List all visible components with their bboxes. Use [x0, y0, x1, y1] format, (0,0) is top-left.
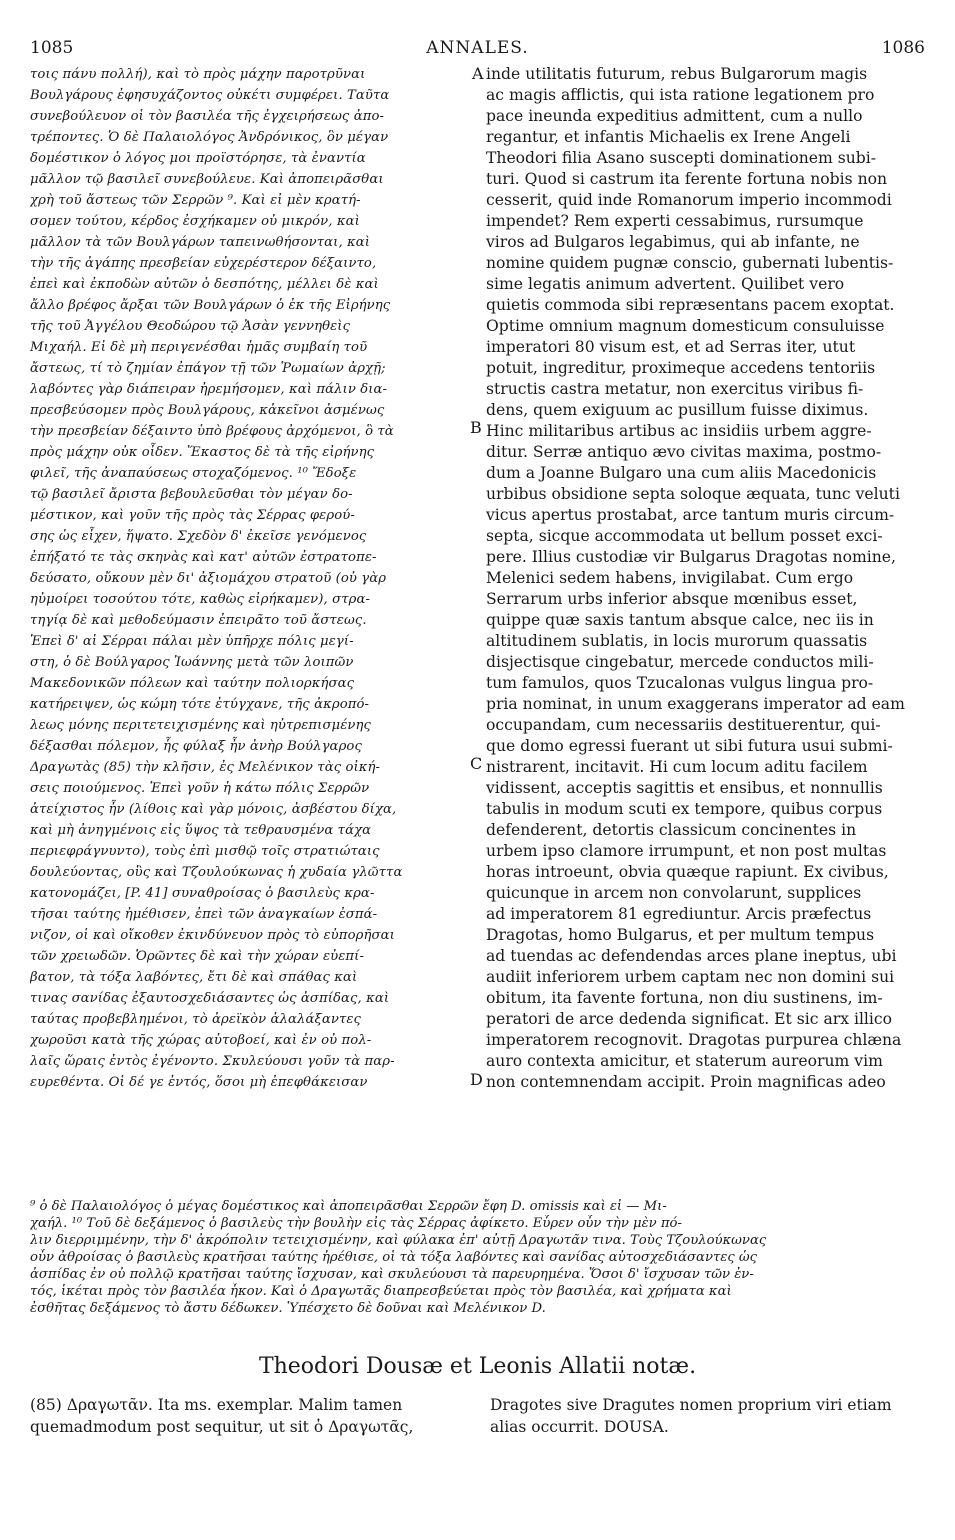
greek-text-line: τὴν τῆς ἀγάπης πρεσβείαν εὐχερέστερον δέξαιντο,: [30, 256, 377, 271]
latin-text-line: regantur, et infantis Michaelis ex Irene Angeli: [486, 128, 851, 146]
greek-text-line: λεως μόνης περιτετειχισμένης καὶ ηὐτρεπισμένης: [30, 718, 372, 733]
greek-text-line: χρὴ τοῦ ἄστεως τῶν Σερρῶν ⁹. Καὶ εἰ μὲν κρατή-: [30, 193, 361, 208]
notes-title: Theodori Dousæ et Leonis Allatii notæ.: [258, 1354, 697, 1379]
greek-text-line: τὴν πρεσβείαν δέξαιντο ὑπὸ βρέφους ἀρχόμενοι, ὃ τὰ: [30, 424, 394, 439]
greek-text-line: βατον, τὰ τόξα λαβόντες, ἔτι δὲ καὶ σπάθας καὶ: [30, 970, 358, 985]
latin-text-line: ad imperatorem 81 egrediuntur. Arcis præfectus: [486, 905, 872, 923]
latin-text-line: imperatori 80 visum est, et ad Serras iter, utut: [486, 338, 856, 356]
latin-text-line: dum a Joanne Bulgaro una cum aliis Macedonicis: [486, 464, 877, 482]
greek-text-line: στη, ὁ δὲ Βούλγαρος Ἰωάννης μετὰ τῶν λοιπῶν: [30, 655, 354, 670]
latin-text-line: urbem ipso clamore irrumpunt, et non post multas: [486, 842, 887, 860]
greek-text-line: δεύσατο, οὔκουν μὲν δι' ἀξιομάχου στρατοῦ (οὐ γὰρ: [30, 571, 387, 586]
latin-text-line: cesserit, quid inde Romanorum imperio incommodi: [486, 191, 892, 209]
latin-text-line: potuit, ingreditur, proximeque accedens tentoriis: [486, 359, 876, 377]
latin-text-line: dens, quem exiguum ac pusillum fuisse diximus.: [486, 401, 869, 419]
latin-text-line: impendet? Rem experti cessabimus, rursumque: [486, 212, 864, 230]
latin-text-line: quippe quæ saxis tantum absque calce, nec iis in: [486, 611, 874, 629]
greek-text-line: μέστικον, καὶ γοῦν τῆς πρὸς τὰς Σέρρας φερού-: [30, 508, 355, 523]
footnote-line: χαήλ. ¹⁰ Τοῦ δὲ δεξάμενος ὁ βασιλεὺς τὴν βουλὴν εἰς τὰς Σέρρας ἀφίκετο. Εὗρεν οὖν τὴν μὲν πό-: [30, 1216, 682, 1231]
latin-text-line: turi. Quod si castrum ita ferente fortuna nobis non: [486, 170, 888, 188]
latin-text-line: tabulis in modum scuti ex tempore, quibus corpus: [486, 800, 883, 818]
greek-text-line: Μακεδονικῶν πόλεων καὶ ταύτην πολιορκήσας: [30, 676, 355, 691]
latin-text-line: horas introeunt, obvia quæque rapiunt. Ex civibus,: [486, 863, 889, 881]
latin-text-line: quicunque in arcem non convolarunt, supplices: [486, 884, 862, 902]
margin-letter-a: A: [472, 64, 484, 83]
greek-text-line: σομεν τούτου, κέρδος ἐσχήκαμεν οὐ μικρόν, καὶ: [30, 214, 360, 229]
greek-text-column: [30, 64, 468, 1093]
greek-text-line: πρεσβεύσομεν πρὸς Βουλγάρους, κἀκεῖνοι ἀσμένως: [30, 403, 385, 418]
latin-text-line: disjectisque cingebatur, mercede conductos mili-: [486, 653, 874, 671]
greek-text-line: ἄλλο βρέφος ἄρξαι τῶν Βουλγάρων ὁ ἐκ τῆς Εἰρήνης: [30, 298, 391, 313]
note-line: Dragotes sive Dragutes nomen proprium viri etiam: [490, 1396, 892, 1414]
margin-letter-c: C: [470, 754, 483, 773]
latin-text-line: pria nominat, in unum exaggerans imperator ad eam: [486, 695, 905, 713]
notes-right-column: [490, 1394, 930, 1438]
latin-text-line: Theodori filia Asano suscepti dominationem subi-: [486, 149, 877, 167]
greek-text-line: Ἐπεὶ δ' αἱ Σέρραι πάλαι μὲν ὑπῆρχε πόλις μεγί-: [30, 634, 354, 649]
footnotes: [30, 1198, 925, 1317]
footnote-line: λιν διερριμμένην, τὴν δ' ἀκρόπολιν τετειχισμένην, καὶ φύλακα ἐπ' αὐτῇ Δραγωτᾶν τινα. Τοὺς Τζουλούκωνας: [30, 1233, 767, 1248]
latin-text-line: imperatorem recognovit. Dragotas purpurea chlæna: [486, 1031, 902, 1049]
notes-left-column: [30, 1394, 470, 1438]
footnote-line: ἐσθῆτας δεξάμενος τὸ ἄστυ δέδωκεν. Ὑπέσχετο δὲ δοῦναι καὶ Μελένικον D.: [30, 1301, 546, 1316]
latin-text-line: structis castra metatur, non exercitus viribus fi-: [486, 380, 864, 398]
greek-text-line: καὶ μὴ ἀνηγμένοις εἰς ὕψος τὰ τεθραυσμένα τάχα: [30, 823, 372, 838]
page-header: [30, 38, 925, 62]
greek-text-line: κατήρειψεν, ὡς κώμη τότε ἐτύγχανε, τῆς ἀκροπό-: [30, 697, 370, 712]
greek-text-line: Βουλγάρους ἐφησυχάζοντος οὐκέτι συμφέρει. Ταῦτα: [30, 88, 390, 103]
latin-text-line: ac magis afflictis, qui ista ratione legationem pro: [486, 86, 875, 104]
latin-text-line: tum famulos, quos Tzucalonas vulgus lingua pro-: [486, 674, 874, 692]
footnote-line: ⁹ ὁ δὲ Παλαιολόγος ὁ μέγας δομέστικος καὶ ἀποπειρᾶσθαι Σερρῶν ἔφη D. omissis καὶ εἰ — Μι-: [30, 1199, 667, 1214]
greek-text-line: τῶν χρειωδῶν. Ὁρῶντες δὲ καὶ τὴν χώραν εὐεπί-: [30, 949, 365, 964]
latin-text-line: Optime omnium magnum domesticum consuluisse: [486, 317, 885, 335]
greek-text-line: λαῖς ὥραις ἐντὸς ἐγένοντο. Σκυλεύουσι γοῦν τὰ παρ-: [30, 1054, 395, 1069]
latin-text-line: Melenici sedem habens, invigilabat. Cum ergo: [486, 569, 854, 587]
running-title: ANNALES.: [426, 38, 529, 58]
greek-text-line: δέξασθαι πόλεμον, ἧς φύλαξ ἦν ἀνὴρ Βούλγαρος: [30, 739, 362, 754]
latin-text-line: non contemnendam accipit. Proin magnificas adeo: [486, 1073, 886, 1091]
latin-text-line: sime legatis animum advertent. Quilibet vero: [486, 275, 845, 293]
greek-text-line: πρὸς μάχην οὐκ οἶδεν. Ἕκαστος δὲ τὰ τῆς εἰρήνης: [30, 445, 375, 460]
greek-text-line: φιλεῖ, τῆς ἀναπαύσεως στοχαζόμενος. ¹⁰ Ἔδοξε: [30, 466, 357, 481]
greek-text-line: τοις πάνυ πολλή), καὶ τὸ πρὸς μάχην παροτρῦναι: [30, 67, 366, 82]
greek-text-line: Δραγωτὰς (85) τὴν κλῆσιν, ἐς Μελένικον τὰς οἰκή-: [30, 760, 381, 775]
greek-text-line: ταύτας προβεβλημένοι, τὸ ἀρεϊκὸν ἀλαλάξαντες: [30, 1012, 362, 1027]
greek-text-line: Μιχαήλ. Εἰ δὲ μὴ περιγενέσθαι ἡμᾶς συμβαίη τοῦ: [30, 340, 368, 355]
greek-text-line: περιεφράγνυντο), τοὺς ἐπὶ μισθῷ τοῖς στρατιώταις: [30, 844, 380, 859]
greek-text-line: ἀτείχιστος ἦν (λίθοις καὶ γὰρ μόνοις, ἀσβέστου δίχα,: [30, 802, 397, 817]
greek-text-line: δομέστικον ὁ λόγος μοι προϊστόρησε, τὰ ἐναντία: [30, 151, 366, 166]
footnote-line: οὖν ἀθροίσας ὁ βασιλεὺς κρατῆσαι ταύτης ἠρέθισε, οἱ τὰ τόξα λαβόντες καὶ σανίδας αὐτοσχεδιάσαντες ὡς: [30, 1250, 758, 1265]
footnote-line: τός, ἱκέται πρὸς τὸν βασιλέα ἧκον. Καὶ ὁ Δραγωτᾶς διαπρεσβεύεται πρὸς τὸν βασιλέα, καὶ χρήματα καὶ: [30, 1284, 732, 1299]
greek-text-line: ἐπεὶ καὶ ἐκποδὼν αὐτῶν ὁ δεσπότης, μέλλει δὲ καὶ: [30, 277, 379, 292]
latin-text-line: vicus apertus prostabat, arce tantum muris circum-: [486, 506, 895, 524]
note-line: quemadmodum post sequitur, ut sit ὁ Δραγωτᾶς,: [30, 1418, 414, 1436]
note-line: alias occurrit. DOUSA.: [490, 1418, 669, 1436]
greek-text-line: τινας σανίδας ἐξαυτοσχεδιάσαντες ὡς ἀσπίδας, καὶ: [30, 991, 390, 1006]
latin-text-line: quietis commoda sibi repræsentans pacem exoptat.: [486, 296, 895, 314]
latin-text-line: viros ad Bulgaros legabimus, qui ab infante, ne: [486, 233, 860, 251]
margin-letter-d: D: [470, 1070, 483, 1089]
latin-text-line: pere. Illius custodiæ vir Bulgarus Dragotas nomine,: [486, 548, 896, 566]
latin-text-line: septa, sicque accommodata ut bellum posset exci-: [486, 527, 883, 545]
footnote-line: ἀσπίδας ἐν οὐ πολλῷ κρατῆσαι ταύτης ἴσχυσαν, καὶ σκυλεύουσι τὰ παρευρημένα. Ὅσοι δ' ἴσχυσαν τῶν ἐν-: [30, 1267, 754, 1282]
greek-text-line: ἐπήξατό τε τὰς σκηνὰς καὶ κατ' αὐτῶν ἐστρατοπε-: [30, 550, 377, 565]
latin-text-line: peratori de arce dedenda significat. Et sic arx illico: [486, 1010, 893, 1028]
note-line: (85) Δραγωτᾶν. Ita ms. exemplar. Malim tamen: [30, 1396, 403, 1414]
latin-text-line: nistrarent, incitavit. Hi cum locum aditu facilem: [486, 758, 868, 776]
greek-text-line: μᾶλλον τὰ τῶν Βουλγάρων ταπεινωθήσονται, καὶ: [30, 235, 371, 250]
latin-text-line: inde utilitatis futurum, rebus Bulgarorum magis: [486, 65, 868, 83]
latin-text-line: audiit inferiorem urbem captam nec non domini sui: [486, 968, 895, 986]
greek-text-line: ευρεθέντα. Οἱ δέ γε ἐντός, ὅσοι μὴ ἐπεφθάκεισαν: [30, 1075, 368, 1090]
latin-text-line: vidissent, acceptis sagittis et ensibus, et nonnullis: [486, 779, 883, 797]
latin-text-line: ad tuendas ac defendendas arces plane ineptus, ubi: [486, 947, 897, 965]
greek-text-line: τῆσαι ταύτης ἠμέθισεν, ἐπεὶ τῶν ἀναγκαίων ἐσπά-: [30, 907, 378, 922]
greek-text-line: τρέποντες. Ὁ δὲ Παλαιολόγος Ἀνδρόνικος, ὃν μέγαν: [30, 130, 389, 145]
latin-text-line: que domo egressi fuerant ut sibi futura usui submi-: [486, 737, 893, 755]
latin-text-line: obitum, ita favente fortuna, non diu sustinens, im-: [486, 989, 883, 1007]
greek-text-line: σης ὡς εἶχεν, ἥψατο. Σχεδὸν δ' ἐκεῖσε γενόμενος: [30, 529, 367, 544]
greek-text-line: λαβόντες γὰρ διάπειραν ἠρεμήσομεν, καὶ πάλιν δια-: [30, 382, 388, 397]
latin-text-line: auro contexta amicitur, et staterum aureorum vim: [486, 1052, 883, 1070]
latin-text-line: pace ineunda expeditius admittent, cum a nullo: [486, 107, 863, 125]
greek-text-line: χωροῦσι κατὰ τῆς χώρας αὐτοβοεί, καὶ ἐν οὐ πολ-: [30, 1033, 372, 1048]
latin-text-line: Hinc militaribus artibus ac insidiis urbem aggre-: [486, 422, 872, 440]
greek-text-line: τηγίᾳ δὲ καὶ μεθοδεύμασιν ἐπειρᾶτο τοῦ ἄστεως.: [30, 613, 367, 628]
page-number-left: 1085: [30, 38, 74, 58]
greek-text-line: δουλεύοντας, οὓς καὶ Τζουλούκωνας ἡ χυδαία γλῶττα: [30, 865, 403, 880]
latin-text-line: occupandam, cum necessariis destituerentur, qui-: [486, 716, 881, 734]
latin-text-line: Dragotas, homo Bulgarus, et per multum tempus: [486, 926, 875, 944]
latin-text-line: Serrarum urbs inferior absque mœnibus esset,: [486, 590, 858, 608]
latin-text-line: nomine quidem pugnæ conscio, gubernati lubentis-: [486, 254, 894, 272]
greek-text-line: νιζον, οἱ καὶ οἴκοθεν ἐκινδύνευον πρὸς τὸ εὐπορῆσαι: [30, 928, 395, 943]
greek-text-line: συνεβούλευον οἱ τὸν βασιλέα τῆς ἐγχειρήσεως ἀπο-: [30, 109, 385, 124]
greek-text-line: τῆς τοῦ Ἀγγέλου Θεοδώρου τῷ Ἀσὰν γεννηθεὶς: [30, 319, 351, 334]
greek-text-line: τῷ βασιλεῖ ἄριστα βεβουλεῦσθαι τὸν μέγαν δο-: [30, 487, 353, 502]
latin-text-line: defenderent, detortis classicum concinentes in: [486, 821, 857, 839]
margin-letter-b: B: [470, 418, 482, 437]
latin-text-line: altitudinem sublatis, in locis murorum quassatis: [486, 632, 868, 650]
latin-text-line: ditur. Serræ antiquo ævo civitas maxima, postmo-: [486, 443, 882, 461]
page-number-right: 1086: [881, 38, 925, 58]
greek-text-line: ἄστεως, τί τὸ ζημίαν ἐπάγον τῇ τῶν Ῥωμαίων ἀρχῇ;: [30, 361, 386, 376]
latin-text-column: [486, 64, 926, 1093]
greek-text-line: σεις ποιούμενος. Ἐπεὶ γοῦν ἡ κάτω πόλις Σερρῶν: [30, 781, 370, 796]
greek-text-line: κατονομάζει, [P. 41] συναθροίσας ὁ βασιλεὺς κρα-: [30, 886, 375, 901]
latin-text-line: urbibus obsidione septa soloque æquata, tunc veluti: [486, 485, 900, 503]
greek-text-line: ηὐμοίρει τοσούτου τότε, καθὼς εἰρήκαμεν), στρα-: [30, 592, 371, 607]
greek-text-line: μᾶλλον τῷ βασιλεῖ συνεβούλευε. Καὶ ἀποπειρᾶσθαι: [30, 172, 384, 187]
